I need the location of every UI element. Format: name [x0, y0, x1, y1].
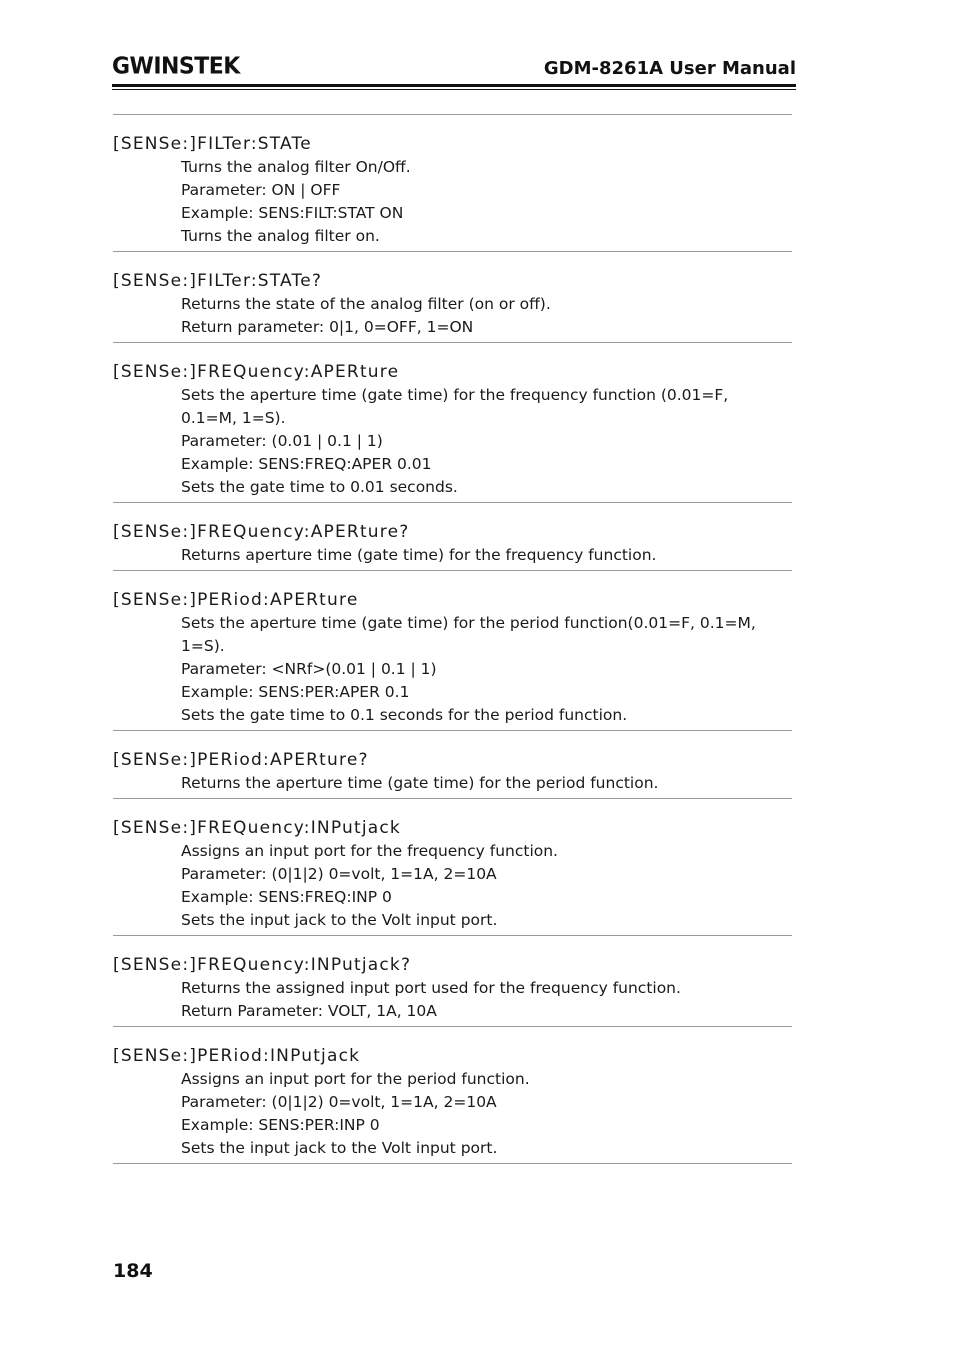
description-line: Turns the analog filter on.: [181, 227, 380, 245]
command-section: [113, 342, 792, 502]
command-name: [SENSe:]FILTer:STATe?: [113, 271, 323, 291]
command-description: [181, 612, 792, 727]
description-line: Returns the assigned input port used for the frequency function.: [181, 979, 681, 997]
description-line: 0.1=M, 1=S).: [181, 409, 286, 427]
command-description: [181, 384, 792, 499]
command-section: [113, 798, 792, 935]
description-line: Sets the aperture time (gate time) for the period function(0.01=F, 0.1=M,: [181, 614, 756, 632]
description-line: Assigns an input port for the period function.: [181, 1070, 530, 1088]
description-line: Parameter: ON | OFF: [181, 181, 341, 199]
description-line: Parameter: (0|1|2) 0=volt, 1=1A, 2=10A: [181, 1093, 497, 1111]
description-line: Sets the gate time to 0.1 seconds for the period function.: [181, 706, 628, 724]
description-line: Parameter: <NRf>(0.01 | 0.1 | 1): [181, 660, 437, 678]
description-line: Assigns an input port for the frequency function.: [181, 842, 558, 860]
description-line: Example: SENS:FREQ:APER 0.01: [181, 455, 432, 473]
header-rule-thin: [112, 89, 796, 90]
description-line: Returns the state of the analog filter (on or off).: [181, 295, 551, 313]
description-line: Sets the input jack to the Volt input port.: [181, 911, 498, 929]
description-line: Sets the input jack to the Volt input port.: [181, 1139, 498, 1157]
page-number: 184: [113, 1260, 153, 1282]
command-list: [113, 114, 792, 1164]
description-line: Return Parameter: VOLT, 1A, 10A: [181, 1002, 437, 1020]
command-name: [SENSe:]FREQuency:APERture?: [113, 522, 410, 542]
description-line: Example: SENS:FILT:STAT ON: [181, 204, 404, 222]
command-name: [SENSe:]PERiod:APERture?: [113, 750, 369, 770]
command-name: [SENSe:]FILTer:STATe: [113, 134, 312, 154]
description-line: 1=S).: [181, 637, 225, 655]
description-line: Returns the aperture time (gate time) for the period function.: [181, 774, 659, 792]
description-line: Sets the gate time to 0.01 seconds.: [181, 478, 458, 496]
brand-logo: GWINSTEK: [112, 53, 240, 80]
command-description: [181, 544, 792, 567]
command-section: [113, 251, 792, 342]
command-name: [SENSe:]FREQuency:INPutjack: [113, 818, 401, 838]
description-line: Example: SENS:PER:APER 0.1: [181, 683, 410, 701]
description-line: Parameter: (0.01 | 0.1 | 1): [181, 432, 383, 450]
description-line: Example: SENS:FREQ:INP 0: [181, 888, 392, 906]
command-description: [181, 1068, 792, 1160]
command-name: [SENSe:]FREQuency:INPutjack?: [113, 955, 412, 975]
description-line: Parameter: (0|1|2) 0=volt, 1=1A, 2=10A: [181, 865, 497, 883]
description-line: Example: SENS:PER:INP 0: [181, 1116, 380, 1134]
command-description: [181, 977, 792, 1023]
command-section: [113, 1026, 792, 1164]
manual-title: GDM-8261A User Manual: [543, 58, 796, 79]
command-name: [SENSe:]PERiod:INPutjack: [113, 1046, 361, 1066]
command-description: [181, 840, 792, 932]
command-name: [SENSe:]PERiod:APERture: [113, 590, 359, 610]
command-section: [113, 114, 792, 251]
description-line: Returns aperture time (gate time) for the frequency function.: [181, 546, 657, 564]
command-section: [113, 502, 792, 570]
command-description: [181, 293, 792, 339]
description-line: Turns the analog filter On/Off.: [181, 158, 411, 176]
command-section: [113, 730, 792, 798]
description-line: Return parameter: 0|1, 0=OFF, 1=ON: [181, 318, 474, 336]
command-section: [113, 570, 792, 730]
command-section: [113, 935, 792, 1026]
command-name: [SENSe:]FREQuency:APERture: [113, 362, 400, 382]
header-rule-thick: [112, 84, 796, 87]
command-description: [181, 772, 792, 795]
command-description: [181, 156, 792, 248]
description-line: Sets the aperture time (gate time) for the frequency function (0.01=F,: [181, 386, 729, 404]
